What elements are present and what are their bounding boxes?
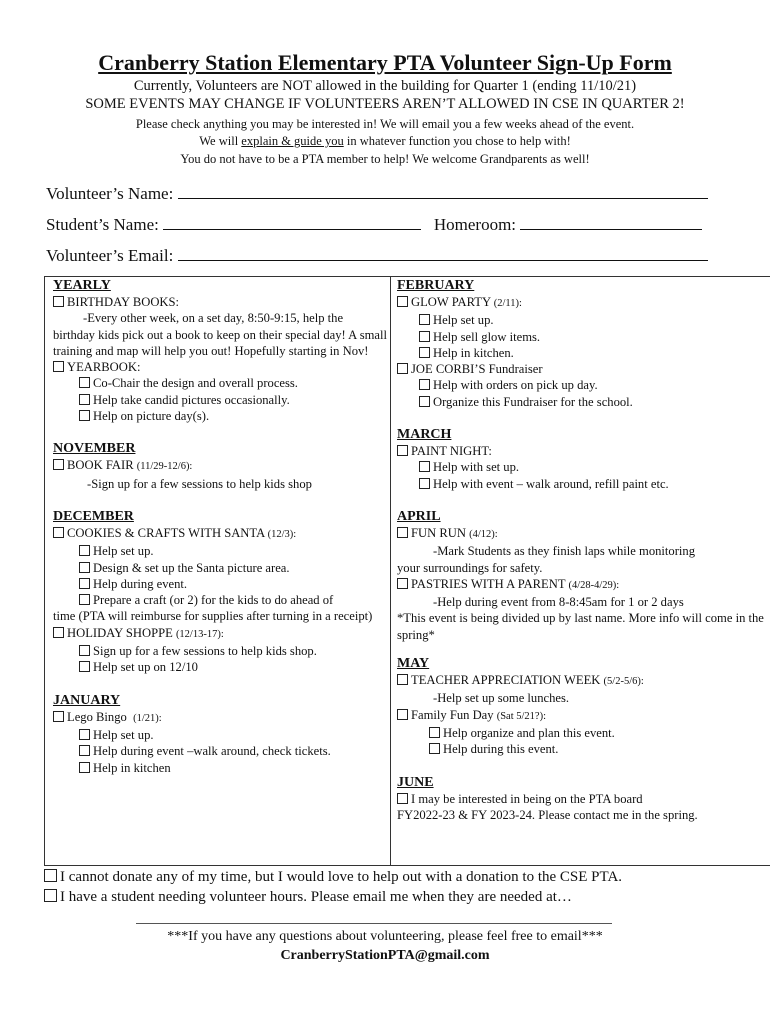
family-fun-day-date: (Sat 5/21?):: [496, 710, 546, 722]
paint-setup-checkbox[interactable]: [419, 461, 430, 472]
pta-board-continued: FY2022-23 & FY 2023-24. Please contact me in the spring.: [397, 807, 698, 822]
student-name-blank[interactable]: [163, 215, 421, 230]
holiday-shoppe-checkbox[interactable]: [53, 627, 64, 638]
yearbook-checkbox[interactable]: [53, 361, 64, 372]
pastries-checkbox[interactable]: [397, 578, 408, 589]
cookies-crafts-date: (12/3):: [267, 528, 297, 540]
donation-label: I cannot donate any of my time, but I would love to help out with a donation to the CSE PTA.: [60, 869, 623, 885]
guidance-link-text: explain & guide you: [241, 134, 344, 148]
pta-board-checkbox[interactable]: [397, 793, 408, 804]
cookies-crafts-checkbox[interactable]: [53, 527, 64, 538]
volunteer-name-field[interactable]: [46, 184, 708, 204]
guidance-pre: We will: [199, 134, 242, 148]
notice-quarter-1: Currently, Volunteers are NOT allowed in the building for Quarter 1 (ending 11/10/21): [133, 78, 637, 94]
november-heading: NOVEMBER: [53, 441, 136, 457]
yearbook-item: Help on picture day(s).: [93, 409, 210, 424]
joe-corbi-checkbox[interactable]: [397, 363, 408, 374]
questions-note: ***If you have any questions about volunteering, please feel free to email***: [167, 929, 603, 944]
paint-item: Help with set up.: [433, 460, 520, 475]
pastries-label: PASTRIES WITH A PARENT: [411, 576, 566, 591]
joe-corbi-label: JOE CORBI’S Fundraiser: [411, 362, 543, 377]
holiday-shoppe-label: HOLIDAY SHOPPE: [67, 625, 173, 640]
corbi-orders-checkbox[interactable]: [419, 379, 430, 390]
fun-run-label: FUN RUN: [411, 525, 466, 540]
lego-setup-checkbox[interactable]: [79, 729, 90, 740]
volunteer-name-label: Volunteer’s Name:: [46, 184, 174, 203]
volunteer-hours-option[interactable]: [44, 889, 572, 906]
glow-party-checkbox[interactable]: [397, 296, 408, 307]
yearly-heading: YEARLY: [53, 278, 111, 293]
glow-item: Help set up.: [433, 313, 494, 328]
volunteer-hours-checkbox[interactable]: [44, 889, 57, 902]
yearbook-item: Help take candid pictures occasionally.: [93, 392, 290, 407]
student-name-field[interactable]: [46, 215, 702, 235]
book-fair-label: BOOK FAIR: [67, 458, 134, 473]
lego-kitchen-checkbox[interactable]: [79, 762, 90, 773]
volunteer-name-blank[interactable]: [178, 184, 708, 199]
right-column: [397, 277, 765, 823]
march-heading: MARCH: [397, 427, 452, 443]
volunteer-hours-label: I have a student needing volunteer hours. Please email me when they are needed at…: [60, 889, 572, 905]
volunteer-email-blank[interactable]: [178, 246, 708, 261]
yearbook-picture-day-checkbox[interactable]: [79, 410, 90, 421]
fun-run-checkbox[interactable]: [397, 527, 408, 538]
left-column: [53, 277, 388, 776]
fun-run-date: (4/12):: [469, 528, 498, 540]
shoppe-sessions-checkbox[interactable]: [79, 645, 90, 656]
family-item: Help organize and plan this event.: [443, 725, 615, 740]
family-during-checkbox[interactable]: [429, 743, 440, 754]
corbi-organize-checkbox[interactable]: [419, 396, 430, 407]
january-heading: JANUARY: [53, 692, 121, 708]
guidance-line: [0, 134, 770, 149]
pta-board-label: I may be interested in being on the PTA board: [411, 791, 643, 806]
may-heading: MAY: [397, 656, 430, 672]
paint-night-label: PAINT NIGHT:: [411, 444, 492, 459]
book-fair-date: (11/29-12/6):: [136, 461, 193, 473]
homeroom-label: Homeroom:: [433, 215, 517, 234]
cookies-crafts-label: COOKIES & CRAFTS WITH SANTA: [67, 525, 265, 540]
welcome-line: You do not have to be a PTA member to help! We welcome Grandparents as well!: [180, 152, 590, 166]
form-title: Cranberry Station Elementary PTA Volunteer Sign-Up Form: [98, 50, 672, 75]
shoppe-setup-checkbox[interactable]: [79, 661, 90, 672]
family-organize-checkbox[interactable]: [429, 727, 440, 738]
april-heading: APRIL: [397, 508, 441, 524]
volunteer-email-label: Volunteer’s Email:: [46, 246, 174, 265]
fun-run-description: -Mark Students as they finish laps while monitoring: [433, 544, 695, 559]
fun-run-description-continued: your surroundings for safety.: [397, 560, 543, 575]
volunteer-email-field[interactable]: [46, 246, 708, 266]
donation-option[interactable]: [44, 869, 622, 886]
yearbook-candid-checkbox[interactable]: [79, 394, 90, 405]
footer-divider: [136, 923, 612, 924]
glow-party-label: GLOW PARTY: [411, 295, 491, 309]
santa-setup-checkbox[interactable]: [79, 545, 90, 556]
december-heading: DECEMBER: [53, 508, 134, 524]
student-name-label: Student’s Name:: [46, 215, 159, 234]
guidance-post: in whatever function you chose to help with!: [343, 134, 571, 148]
family-item: Help during this event.: [443, 742, 559, 757]
lego-item: Help in kitchen: [93, 760, 171, 775]
book-fair-checkbox[interactable]: [53, 459, 64, 470]
birthday-books-checkbox[interactable]: [53, 296, 64, 307]
santa-craft-continued: time (PTA will reimburse for supplies after turning in a receipt): [53, 609, 373, 624]
santa-item: Help during event.: [93, 576, 188, 591]
yearbook-label: YEARBOOK:: [67, 360, 141, 375]
santa-craft-text: Prepare a craft (or 2) for the kids to do ahead of: [93, 593, 334, 608]
lego-during-checkbox[interactable]: [79, 745, 90, 756]
book-fair-description: -Sign up for a few sessions to help kids shop: [87, 476, 312, 491]
shoppe-item: Help set up on 12/10: [93, 660, 198, 675]
june-heading: JUNE: [397, 774, 434, 790]
paint-night-checkbox[interactable]: [397, 445, 408, 456]
column-divider: [390, 276, 391, 866]
santa-during-checkbox[interactable]: [79, 578, 90, 589]
notice-quarter-2: SOME EVENTS MAY CHANGE IF VOLUNTEERS AREN’T ALLOWED IN CSE IN QUARTER 2!: [85, 96, 685, 112]
birthday-books-description: -Every other week, on a set day, 8:50-9:15, help the birthday kids pick out a book to keep on their special day! A small training and map will help you out! Hopefully starting in Nov!: [53, 311, 388, 358]
teacher-appreciation-description: -Help set up some lunches.: [433, 691, 570, 706]
lego-bingo-label: Lego Bingo: [67, 709, 127, 724]
pastries-date: (4/28-4/29):: [568, 579, 620, 591]
yearbook-cochair-checkbox[interactable]: [79, 377, 90, 388]
yearbook-item: Co-Chair the design and overall process.: [93, 376, 298, 391]
paint-item: Help with event – walk around, refill paint etc.: [433, 476, 669, 491]
corbi-item: Help with orders on pick up day.: [433, 378, 598, 393]
donation-checkbox[interactable]: [44, 869, 57, 882]
santa-item: Design & set up the Santa picture area.: [93, 560, 290, 575]
lego-item: Help during event –walk around, check tickets.: [93, 744, 331, 759]
pastries-note: *This event is being divided up by last name. More info will come in the spring*: [397, 611, 764, 642]
instruction-line: Please check anything you may be interested in! We will email you a few weeks ahead of the event.: [135, 117, 635, 131]
holiday-shoppe-date: (12/13-17):: [175, 628, 224, 640]
family-fun-day-label: Family Fun Day: [411, 707, 494, 722]
family-fun-day-checkbox[interactable]: [397, 709, 408, 720]
shoppe-item: Sign up for a few sessions to help kids shop.: [93, 644, 317, 659]
santa-item: Help set up.: [93, 544, 154, 559]
glow-item: Help sell glow items.: [433, 329, 541, 344]
pastries-description: -Help during event from 8-8:45am for 1 or 2 days: [433, 595, 684, 610]
lego-bingo-checkbox[interactable]: [53, 711, 64, 722]
paint-event-checkbox[interactable]: [419, 478, 430, 489]
glow-setup-checkbox[interactable]: [419, 314, 430, 325]
lego-item: Help set up.: [93, 727, 154, 742]
glow-kitchen-checkbox[interactable]: [419, 347, 430, 358]
santa-craft-checkbox[interactable]: [79, 594, 90, 605]
glow-item: Help in kitchen.: [433, 345, 514, 360]
birthday-books-label: BIRTHDAY BOOKS:: [67, 295, 180, 309]
teacher-appreciation-date: (5/2-5/6):: [603, 676, 644, 688]
teacher-appreciation-label: TEACHER APPRECIATION WEEK: [411, 673, 601, 688]
santa-picture-checkbox[interactable]: [79, 562, 90, 573]
february-heading: FEBRUARY: [397, 278, 475, 293]
homeroom-blank[interactable]: [520, 215, 702, 230]
glow-sell-checkbox[interactable]: [419, 331, 430, 342]
teacher-appreciation-checkbox[interactable]: [397, 674, 408, 685]
glow-party-date: (2/11):: [493, 298, 522, 309]
contact-email[interactable]: CranberryStationPTA@gmail.com: [280, 948, 490, 963]
corbi-item: Organize this Fundraiser for the school.: [433, 394, 633, 409]
lego-bingo-date: (1/21):: [133, 712, 162, 724]
